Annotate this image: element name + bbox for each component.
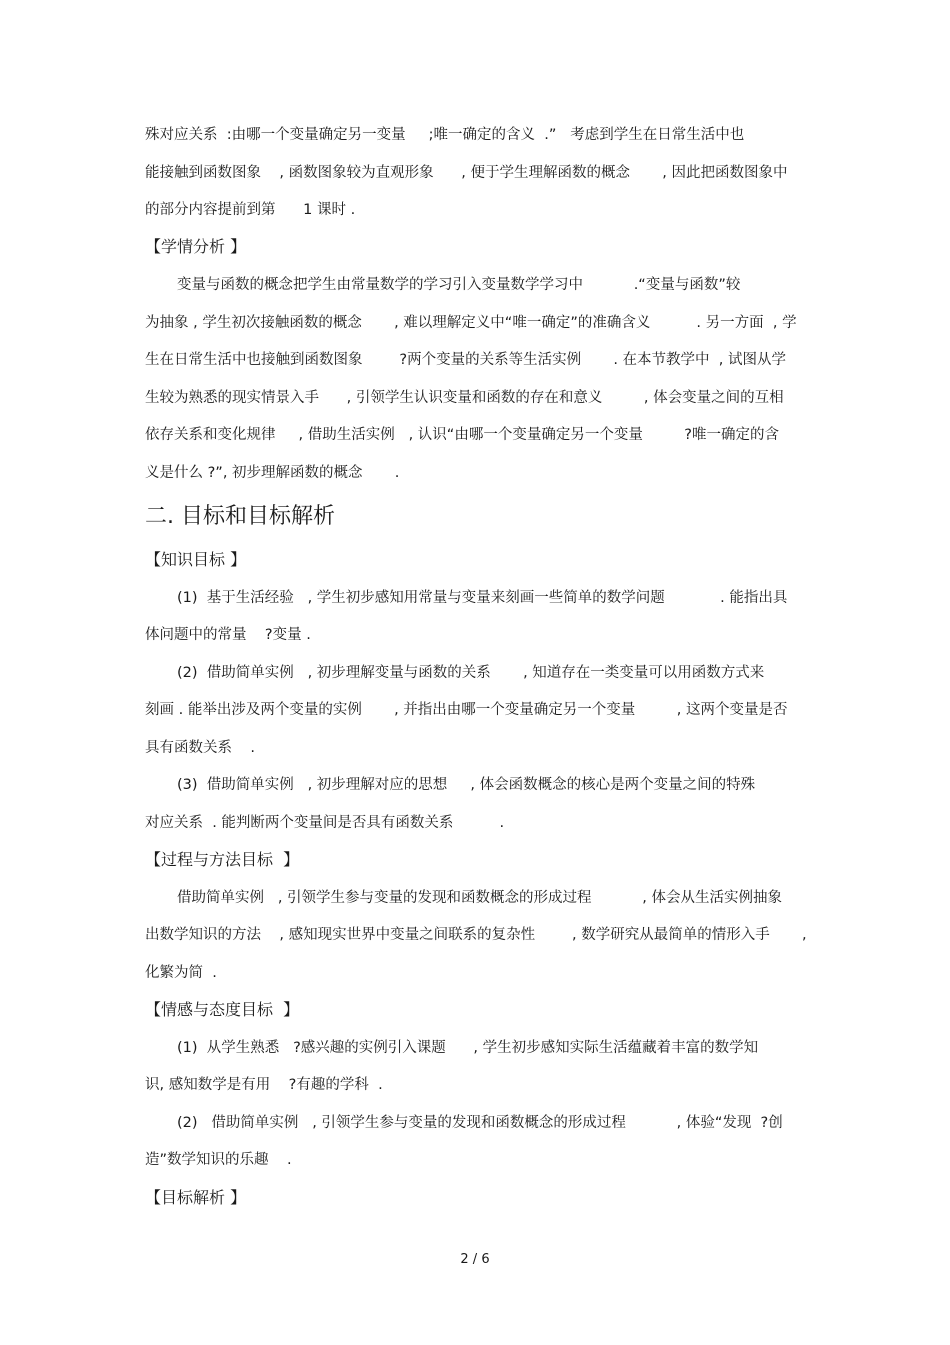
heading-student-analysis: 【学情分析 】	[145, 237, 247, 256]
heading-emotion-goal: 【情感与态度目标 】	[145, 1000, 300, 1019]
paragraph-line: 化繁为简 .	[145, 965, 217, 981]
paragraph-line: 变量与函数的概念把学生由常量数学的学习引入变量数学学习中 .“变量与函数”较	[177, 277, 741, 293]
heading-goal-analysis: 【目标解析 】	[145, 1188, 247, 1207]
paragraph-line: 刻画 . 能举出涉及两个变量的实例 , 并指出由哪一个变量确定另一个变量 , 这两个变量是否	[145, 702, 788, 718]
paragraph-line: 生在日常生活中也接触到函数图象 ?两个变量的关系等生活实例 . 在本节教学中 , 试图从学	[145, 352, 786, 368]
heading-knowledge-goal: 【知识目标 】	[145, 550, 247, 569]
paragraph-line: 生较为熟悉的现实情景入手 , 引领学生认识变量和函数的存在和意义 , 体会变量之间的互相	[145, 390, 784, 406]
paragraph-line: 的部分内容提前到第 1 课时 .	[145, 202, 356, 218]
paragraph-line: 借助简单实例 , 引领学生参与变量的发现和函数概念的形成过程 , 体会从生活实例抽象	[177, 890, 782, 906]
heading-process-goal: 【过程与方法目标 】	[145, 850, 300, 869]
section-title: 二. 目标和目标解析	[145, 504, 335, 529]
paragraph-line: 义是什么 ?”, 初步理解函数的概念 .	[145, 465, 400, 481]
paragraph-line: 造”数学知识的乐趣 .	[145, 1152, 292, 1168]
paragraph-line: 能接触到函数图象 , 函数图象较为直观形象 , 便于学生理解函数的概念 , 因此把函数图象中	[145, 165, 788, 181]
paragraph-line: 对应关系 . 能判断两个变量间是否具有函数关系 .	[145, 815, 505, 831]
paragraph-line: (2) 借助简单实例 , 引领学生参与变量的发现和函数概念的形成过程 , 体验“发现 ?创	[177, 1115, 783, 1131]
paragraph-line: (3) 借助简单实例 , 初步理解对应的思想 , 体会函数概念的核心是两个变量之间的特殊	[177, 777, 756, 793]
page-number: 2 / 6	[460, 1252, 490, 1267]
paragraph-line: 殊对应关系 :由哪一个变量确定另一变量 ;唯一确定的含义 .” 考虑到学生在日常生活中也	[145, 127, 745, 143]
paragraph-line: (1) 基于生活经验 , 学生初步感知用常量与变量来刻画一些简单的数学问题 . 能指出具	[177, 590, 788, 606]
paragraph-line: 识, 感知数学是有用 ?有趣的学科 .	[145, 1077, 383, 1093]
paragraph-line: (1) 从学生熟悉 ?感兴趣的实例引入课题 , 学生初步感知实际生活蕴藏着丰富的数学知	[177, 1040, 759, 1056]
paragraph-line: (2) 借助简单实例 , 初步理解变量与函数的关系 , 知道存在一类变量可以用函数方式来	[177, 665, 765, 681]
paragraph-line: 体问题中的常量 ?变量 .	[145, 627, 311, 643]
paragraph-line: 为抽象 , 学生初次接触函数的概念 , 难以理解定义中“唯一确定”的准确含义 . 另一方面 , 学	[145, 315, 797, 331]
paragraph-line: 出数学知识的方法 , 感知现实世界中变量之间联系的复杂性 , 数学研究从最简单的情形入手 ,	[145, 927, 807, 943]
paragraph-line: 具有函数关系 .	[145, 740, 256, 756]
paragraph-line: 依存关系和变化规律 , 借助生活实例 , 认识“由哪一个变量确定另一个变量 ?唯一确定的含	[145, 427, 779, 443]
